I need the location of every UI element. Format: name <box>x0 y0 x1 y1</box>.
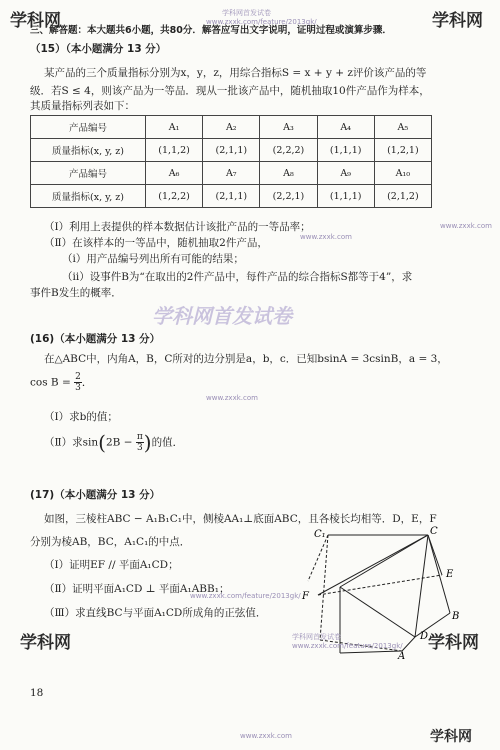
footer-logo-left <box>20 628 71 653</box>
edge-C1-A1 <box>308 535 328 581</box>
label-E: E <box>446 569 454 580</box>
edge-D-A <box>402 637 415 651</box>
table-cell: A₈ <box>260 162 317 185</box>
table-cell: A₁ <box>146 116 203 139</box>
logo-text-right: 学科网 <box>432 11 483 31</box>
page-number: 18 <box>30 687 44 699</box>
label-D: D <box>420 631 429 642</box>
q16-part2 <box>44 432 183 453</box>
table-cell: A₉ <box>317 162 374 185</box>
table-cell: A₂ <box>203 116 260 139</box>
cos-end: ． <box>81 376 93 389</box>
table-row <box>31 116 432 139</box>
watermark-mid: 学科网首发试卷 <box>152 304 292 328</box>
logo-text-footer-right: 学科网 <box>428 633 479 653</box>
q15-part2-ii-1: （ⅱ）设事件B为“在取出的2件产品中，每件产品的综合指标S都等于4”，求 <box>62 271 413 283</box>
paren-left-icon: ( <box>98 430 106 455</box>
cos-fraction <box>74 372 82 393</box>
fraction-denominator: 3 <box>136 443 143 453</box>
cos-label: cos B = <box>30 376 71 389</box>
watermark-site-bottom: www.zxxk.com <box>240 732 292 740</box>
label-A: A <box>398 651 406 660</box>
table-row <box>31 162 432 185</box>
header-logo-right <box>432 6 483 31</box>
row-header: 质量指标(x, y, z) <box>31 185 146 208</box>
table-cell: A₆ <box>146 162 203 185</box>
row-header: 质量指标(x, y, z) <box>31 139 146 162</box>
edge-C-D <box>415 535 428 637</box>
q16-cos <box>30 372 92 393</box>
label-C: C <box>430 526 438 537</box>
paren-right-icon: ) <box>143 430 152 455</box>
q17-title: (17)（本小题满分 13 分） <box>30 489 161 501</box>
q15-title: （15）（本小题满分 13 分） <box>30 43 167 55</box>
logo-text-bottom-right: 学科网 <box>430 729 472 745</box>
fraction-denominator: 3 <box>75 383 81 393</box>
fraction-numerator: 2 <box>75 372 81 382</box>
footer-watermark-url: www.zxxk.com/feature/2013gk/ <box>292 642 403 650</box>
table-cell: (1,1,1) <box>317 185 374 208</box>
q17-part1: （Ⅰ）证明EF // 平面A₁CD； <box>44 559 179 571</box>
table-cell: (2,1,1) <box>203 139 260 162</box>
q17-intro-2: 分别为棱AB，BC，A₁C₁的中点． <box>30 536 191 548</box>
q16-part1: （Ⅰ）求b的值； <box>44 411 118 423</box>
q15-part2-ii-2: 事件B发生的概率． <box>30 287 122 299</box>
row-header: 产品编号 <box>31 162 146 185</box>
footer-logo-bottom-right <box>430 726 472 746</box>
edge-C-A1 <box>340 535 428 587</box>
q17-part3: （Ⅲ）求直线BC与平面A₁CD所成角的正弦值． <box>44 607 267 619</box>
table-cell: (2,2,2) <box>260 139 317 162</box>
q15-part1: （Ⅰ）利用上表提供的样本数据估计该批产品的一等品率； <box>44 221 311 233</box>
table-cell: (2,1,1) <box>203 185 260 208</box>
q15-intro-3: 其质量指标列表如下： <box>30 100 135 112</box>
q17-intro-1: 如图，三棱柱ABC − A₁B₁C₁中，侧棱AA₁⊥底面ABC，且各棱长均相等．D，E，F <box>44 513 437 525</box>
part2-pre: （Ⅱ）求sin <box>44 436 99 449</box>
edge-A1-D <box>340 587 415 637</box>
watermark-url-mid: www.zxxk.com/feature/2013gk/ <box>190 592 301 600</box>
q15-part2-i: （ⅰ）用产品编号列出所有可能的结果； <box>62 253 244 265</box>
edge-lower-A <box>340 651 402 653</box>
footer-watermark-center: 学科网首发试卷 <box>292 633 341 641</box>
pi-fraction <box>136 432 144 453</box>
watermark-site-a: www.zxxk.com <box>440 222 492 230</box>
table-cell: (1,1,1) <box>317 139 374 162</box>
logo-text-footer-left: 学科网 <box>20 633 71 653</box>
part2-inner: 2B − <box>105 436 133 449</box>
table-cell: (1,2,1) <box>374 139 431 162</box>
table-row <box>31 185 432 208</box>
table-cell: A₇ <box>203 162 260 185</box>
fraction-numerator: π <box>136 432 143 442</box>
row-header: 产品编号 <box>31 116 146 139</box>
table-cell: (1,2,2) <box>146 185 203 208</box>
q15-intro-1: 某产品的三个质量指标分别为x，y，z，用综合指标S = x + y + z评价该产品的等 <box>44 67 427 79</box>
q16-intro: 在△ABC中，内角A，B，C所对的边分别是a，b，c．已知bsinA = 3csinB，a = 3， <box>44 353 448 365</box>
q15-intro-2: 级．若S ≤ 4，则该产品为一等品．现从一批该产品中，随机抽取10件产品作为样本， <box>30 85 430 97</box>
table-row <box>31 139 432 162</box>
section-title: 三、解答题：本大题共6小题，共80分．解答应写出文字说明，证明过程或演算步骤． <box>30 25 392 36</box>
table-cell: A₄ <box>317 116 374 139</box>
label-F: F <box>302 591 309 602</box>
part2-post: 的值． <box>151 436 184 449</box>
footer-logo-right <box>428 628 479 653</box>
logo-text: 学科网 <box>10 11 61 31</box>
quality-table <box>30 115 432 208</box>
q15-part2: （Ⅱ）在该样本的一等品中，随机抽取2件产品， <box>44 237 268 249</box>
q17-part2: （Ⅱ）证明平面A₁CD ⊥ 平面A₁ABB₁； <box>44 583 230 595</box>
table-cell: (2,2,1) <box>260 185 317 208</box>
header-watermark-url: www.zxxk.com/feature/2013gk/ <box>206 18 317 26</box>
watermark-site-c: www.zxxk.com <box>206 394 258 402</box>
table-cell: A₁₀ <box>374 162 431 185</box>
table-cell: (1,1,2) <box>146 139 203 162</box>
table-cell: A₅ <box>374 116 431 139</box>
table-cell: (2,1,2) <box>374 185 431 208</box>
label-B: B <box>452 611 460 622</box>
q16-title: (16)（本小题满分 13 分） <box>30 333 161 345</box>
header-watermark-center: 学科网首发试卷 <box>222 9 271 17</box>
label-C1: C₁ <box>314 529 326 540</box>
watermark-site-b: www.zxxk.com <box>300 233 352 241</box>
table-cell: A₃ <box>260 116 317 139</box>
